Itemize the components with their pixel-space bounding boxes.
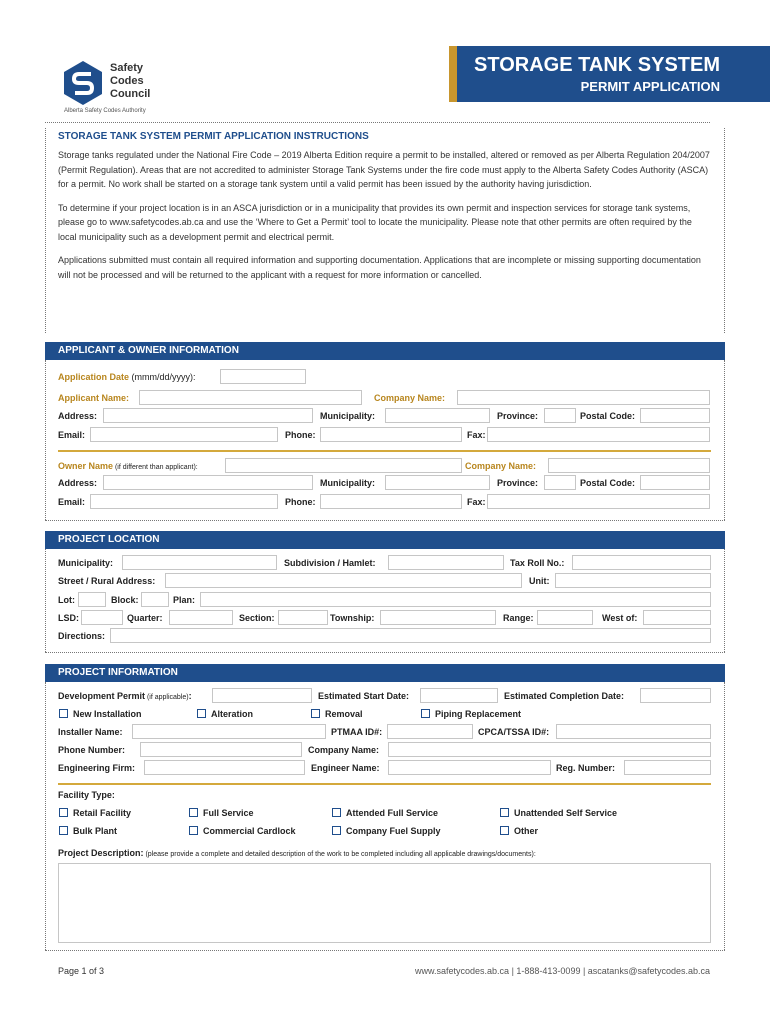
owner-municipality-field[interactable] <box>385 475 490 490</box>
engineering-firm-label: Engineering Firm: <box>58 763 136 773</box>
instructions-paragraph: Storage tanks regulated under the National Fire Code – 2019 Alberta Edition require a permit to be installed, altered or removed as per Alberta Regulation 204/2007 (Permit Regulation). Areas that are not accredited to administer Storage Tank Systems under the fire code must apply to the Alberta Safety Codes Authority (ASCA) for a permit. No work shall be started on a storage tank system until a valid permit has been issued by the authority having jurisdiction. <box>58 150 710 189</box>
block-field[interactable] <box>141 592 169 607</box>
phone-field[interactable] <box>320 427 462 442</box>
email-label: Email: <box>58 430 86 440</box>
piping-replacement-checkbox[interactable] <box>421 709 430 718</box>
gold-divider <box>58 783 711 785</box>
owner-postal-code-field[interactable] <box>640 475 710 490</box>
owner-province-field[interactable] <box>544 475 576 490</box>
owner-phone-label: Phone: <box>285 497 316 507</box>
ptmaa-label: PTMAA ID#: <box>331 727 383 737</box>
divider <box>45 950 725 951</box>
lot-field[interactable] <box>78 592 106 607</box>
other-checkbox[interactable] <box>500 826 509 835</box>
dev-permit-label: Development Permit (if applicable): <box>58 691 192 701</box>
form-subtitle: PERMIT APPLICATION <box>580 79 720 94</box>
directions-label: Directions: <box>58 631 106 641</box>
fax-label: Fax: <box>467 430 486 440</box>
owner-email-label: Email: <box>58 497 86 507</box>
township-label: Township: <box>330 613 375 623</box>
owner-fax-field[interactable] <box>487 494 710 509</box>
section-header-location: PROJECT LOCATION <box>45 531 725 549</box>
divider <box>724 682 725 950</box>
dev-permit-field[interactable] <box>212 688 312 703</box>
directions-field[interactable] <box>110 628 711 643</box>
logo-text: Safety Codes Council <box>110 62 151 100</box>
unattended-self-service-label: Unattended Self Service <box>514 808 618 818</box>
form-title: STORAGE TANK SYSTEM <box>474 54 720 76</box>
reg-number-label: Reg. Number: <box>556 763 616 773</box>
company-fuel-supply-checkbox[interactable] <box>332 826 341 835</box>
location-municipality-label: Municipality: <box>58 558 114 568</box>
divider <box>45 122 710 123</box>
application-date-label: Application Date (mmm/dd/yyyy): <box>58 372 196 382</box>
divider <box>724 128 725 333</box>
attended-full-service-checkbox[interactable] <box>332 808 341 817</box>
completion-date-label: Estimated Completion Date: <box>504 691 625 701</box>
engineer-name-field[interactable] <box>388 760 551 775</box>
engineer-name-label: Engineer Name: <box>311 763 380 773</box>
commercial-cardlock-checkbox[interactable] <box>189 826 198 835</box>
facility-type-label: Facility Type: <box>58 790 115 800</box>
section-field[interactable] <box>278 610 328 625</box>
west-of-label: West of: <box>602 613 638 623</box>
gold-divider <box>58 450 711 452</box>
cpca-field[interactable] <box>556 724 711 739</box>
alteration-label: Alteration <box>211 709 254 719</box>
instructions-heading: STORAGE TANK SYSTEM PERMIT APPLICATION INSTRUCTIONS <box>58 131 369 142</box>
installer-field[interactable] <box>132 724 326 739</box>
application-date-field[interactable] <box>220 369 306 384</box>
email-field[interactable] <box>90 427 278 442</box>
logo-subtitle: Alberta Safety Codes Authority <box>64 108 146 114</box>
unit-label: Unit: <box>529 576 550 586</box>
piping-replacement-label: Piping Replacement <box>435 709 522 719</box>
lsd-field[interactable] <box>81 610 123 625</box>
owner-address-field[interactable] <box>103 475 313 490</box>
new-installation-label: New Installation <box>73 709 142 719</box>
title-banner <box>449 46 770 102</box>
new-installation-checkbox[interactable] <box>59 709 68 718</box>
unattended-self-service-checkbox[interactable] <box>500 808 509 817</box>
commercial-cardlock-label: Commercial Cardlock <box>203 826 296 836</box>
installer-phone-field[interactable] <box>140 742 302 757</box>
asca-logo <box>62 56 192 118</box>
divider <box>724 549 725 652</box>
retail-facility-label: Retail Facility <box>73 808 132 818</box>
block-label: Block: <box>111 595 139 605</box>
township-field[interactable] <box>380 610 496 625</box>
alteration-checkbox[interactable] <box>197 709 206 718</box>
phone-label: Phone: <box>285 430 316 440</box>
instructions-paragraph: Applications submitted must contain all required information and supporting documentation. Applications that are incomplete or missing supporting documentation will not be processed and will be returned to the applicant with a request for more information or cancelled. <box>58 255 701 280</box>
owner-province-label: Province: <box>497 478 539 488</box>
footer-contact: www.safetycodes.ab.ca | 1-888-413-0099 | ascatanks@safetycodes.ab.ca <box>415 966 710 976</box>
owner-email-field[interactable] <box>90 494 278 509</box>
divider <box>45 652 725 653</box>
divider <box>45 128 46 333</box>
section-header-applicant: APPLICANT & OWNER INFORMATION <box>45 342 725 360</box>
applicant-name-field[interactable] <box>139 390 362 405</box>
address-field[interactable] <box>103 408 313 423</box>
applicant-name-label: Applicant Name: <box>58 393 130 403</box>
owner-company-name-field[interactable] <box>548 458 710 473</box>
start-date-label: Estimated Start Date: <box>318 691 410 701</box>
cpca-label: CPCA/TSSA ID#: <box>478 727 550 737</box>
page-number: Page 1 of 3 <box>58 966 105 976</box>
bulk-plant-label: Bulk Plant <box>73 826 118 836</box>
street-address-field[interactable] <box>165 573 522 588</box>
installer-phone-label: Phone Number: <box>58 745 126 755</box>
quarter-field[interactable] <box>169 610 233 625</box>
project-description-field[interactable] <box>58 863 711 943</box>
engineering-firm-field[interactable] <box>144 760 305 775</box>
owner-name-field[interactable] <box>225 458 462 473</box>
bulk-plant-checkbox[interactable] <box>59 826 68 835</box>
retail-facility-checkbox[interactable] <box>59 808 68 817</box>
unit-field[interactable] <box>555 573 711 588</box>
range-label: Range: <box>503 613 534 623</box>
owner-company-name-label: Company Name: <box>465 461 537 471</box>
fax-field[interactable] <box>487 427 710 442</box>
west-of-field[interactable] <box>643 610 711 625</box>
street-address-label: Street / Rural Address: <box>58 576 156 586</box>
section-header-project: PROJECT INFORMATION <box>45 664 725 682</box>
municipality-field[interactable] <box>385 408 490 423</box>
start-date-field[interactable] <box>420 688 498 703</box>
province-label: Province: <box>497 411 539 421</box>
ptmaa-field[interactable] <box>387 724 473 739</box>
owner-name-label: Owner Name (if different than applicant): <box>58 461 198 471</box>
plan-label: Plan: <box>173 595 196 605</box>
installer-company-field[interactable] <box>388 742 711 757</box>
section-label: Section: <box>239 613 275 623</box>
address-label: Address: <box>58 411 98 421</box>
owner-municipality-label: Municipality: <box>320 478 376 488</box>
owner-postal-code-label: Postal Code: <box>580 478 636 488</box>
location-municipality-field[interactable] <box>122 555 277 570</box>
range-field[interactable] <box>537 610 593 625</box>
company-name-label: Company Name: <box>374 393 446 403</box>
divider <box>45 682 46 950</box>
tax-roll-label: Tax Roll No.: <box>510 558 565 568</box>
lot-label: Lot: <box>58 595 75 605</box>
instructions <box>58 131 710 291</box>
reg-number-field[interactable] <box>624 760 711 775</box>
lsd-label: LSD: <box>58 613 79 623</box>
divider <box>45 549 46 652</box>
instructions-paragraph: To determine if your project location is in an ASCA jurisdiction or in a municipality that provides its own permit and inspection services for storage tank systems, please go to www.safetycodes.ab.ca and use the ‘Where to Get a Permit’ tool to locate the municipality. Please note that other permits are often required by the local municipality such as a development permit and electrical permit. <box>58 202 692 242</box>
postal-code-label: Postal Code: <box>580 411 636 421</box>
divider <box>45 520 725 521</box>
company-fuel-supply-label: Company Fuel Supply <box>346 826 441 836</box>
completion-date-field[interactable] <box>640 688 711 703</box>
quarter-label: Quarter: <box>127 613 163 623</box>
owner-phone-field[interactable] <box>320 494 462 509</box>
owner-address-label: Address: <box>58 478 98 488</box>
tax-roll-field[interactable] <box>572 555 711 570</box>
removal-label: Removal <box>325 709 363 719</box>
full-service-checkbox[interactable] <box>189 808 198 817</box>
postal-code-field[interactable] <box>640 408 710 423</box>
safety-codes-logo-icon <box>62 60 104 106</box>
installer-company-label: Company Name: <box>308 745 380 755</box>
plan-field[interactable] <box>200 592 711 607</box>
other-label: Other <box>514 826 539 836</box>
divider <box>45 360 46 520</box>
installer-label: Installer Name: <box>58 727 123 737</box>
province-field[interactable] <box>544 408 576 423</box>
attended-full-service-label: Attended Full Service <box>346 808 439 818</box>
divider <box>724 360 725 520</box>
removal-checkbox[interactable] <box>311 709 320 718</box>
owner-fax-label: Fax: <box>467 497 486 507</box>
company-name-field[interactable] <box>457 390 710 405</box>
full-service-label: Full Service <box>203 808 254 818</box>
municipality-label: Municipality: <box>320 411 376 421</box>
project-description-label: Project Description: (please provide a complete and detailed description of the work to be completed including all applicable drawings/documents): <box>58 848 536 858</box>
subdivision-field[interactable] <box>388 555 504 570</box>
subdivision-label: Subdivision / Hamlet: <box>284 558 376 568</box>
